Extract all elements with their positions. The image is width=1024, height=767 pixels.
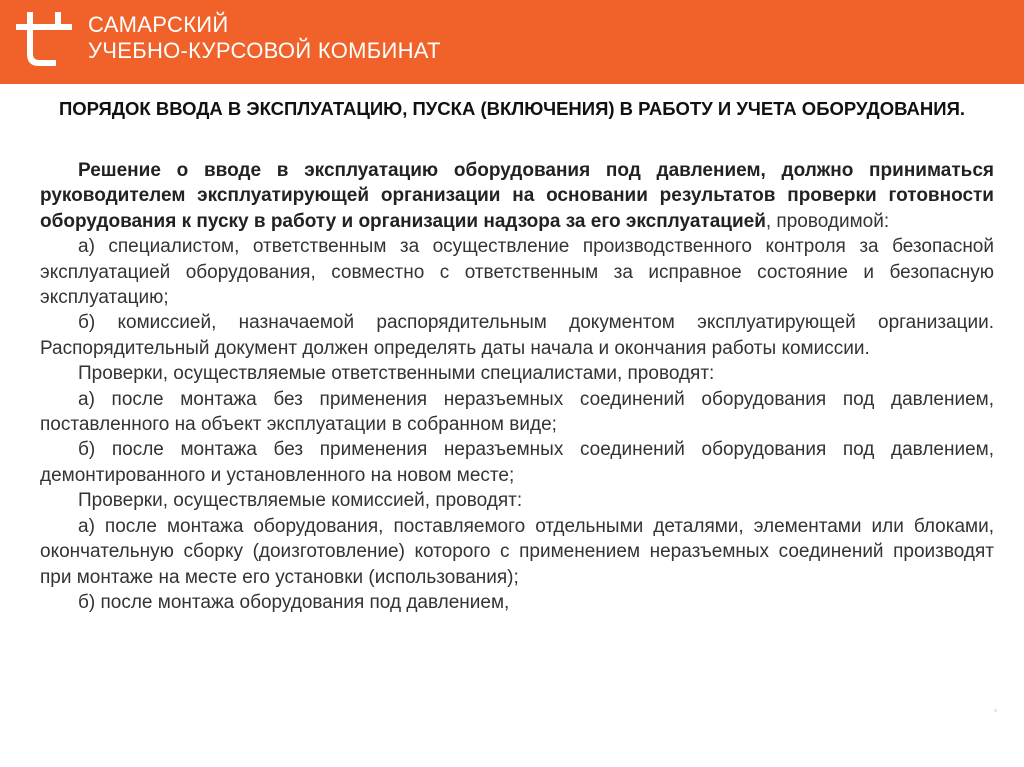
paragraph-b-commission: б) комиссией, назначаемой распорядительным документом эксплуатирующей организации. Распорядительный документ должен определять даты начала и окончания работы комиссии.: [40, 312, 994, 359]
decorative-dot: [994, 709, 997, 712]
org-name-line2: УЧЕБНО-КУРСОВОЙ КОМБИНАТ: [88, 38, 441, 63]
paragraph-b-relocated: б) после монтажа без применения неразъемных соединений оборудования под давлением, демонтированного и установленного на новом месте;: [40, 439, 994, 486]
org-name-line1: САМАРСКИЙ: [88, 12, 229, 37]
intro-normal-text: , проводимой:: [765, 210, 890, 232]
paragraph-b-pressure: б) после монтажа оборудования под давлением,: [78, 591, 510, 613]
document-body: [40, 158, 994, 615]
paragraph-a-assembled: а) после монтажа без применения неразъемных соединений оборудования под давлением, поставленного на объект эксплуатации в собранном виде;: [40, 388, 994, 436]
paragraph-checks-commission: Проверки, осуществляемые комиссией, проводят:: [78, 490, 523, 512]
paragraph-a-specialist: а) специалистом, ответственным за осуществление производственного контроля за безопасной эксплуатацией оборудования, совместно с ответственным за исправное состояние и безопасную эксплуатацию;: [40, 236, 994, 309]
header-banner: [0, 0, 1024, 84]
paragraph-checks-specialists: Проверки, осуществляемые ответственными специалистами, проводят:: [78, 363, 715, 385]
page-title: ПОРЯДОК ВВОДА В ЭКСПЛУАТАЦИЮ, ПУСКА (ВКЛЮЧЕНИЯ) В РАБОТУ И УЧЕТА ОБОРУДОВАНИЯ.: [58, 98, 966, 119]
intro-bold-text: Решение о вводе в эксплуатацию оборудования под давлением, должно приниматься руководителем эксплуатирующей организации на основании результатов проверки готовности оборудования к пуску в работу и организации надзора за его эксплуатацией: [40, 160, 994, 232]
paragraph-a-parts: а) после монтажа оборудования, поставляемого отдельными деталями, элементами или блоками, окончательную сборку (доизготовление) которого с применением неразъемных соединений производят при монтаже на месте его установки (использования);: [40, 515, 994, 588]
organization-name: [88, 12, 441, 64]
intro-paragraph: [40, 158, 994, 234]
double-t-cross-logo-icon: [12, 10, 76, 72]
